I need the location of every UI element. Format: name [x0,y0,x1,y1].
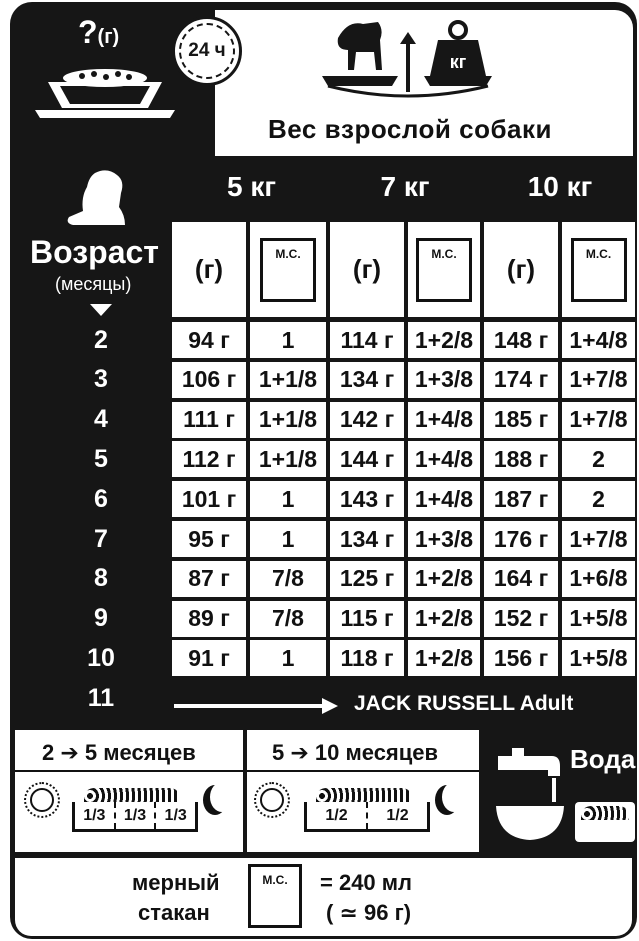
age-value: 8 [94,564,108,593]
grams-cell: 91 г [172,640,246,676]
cups-cell: 1+1/8 [250,362,326,398]
grams-cell: 118 г [330,640,404,676]
cups-cell: 2 [562,441,635,477]
cups-cell: 1+5/8 [562,601,635,637]
grams-col-header: (г) [484,222,558,317]
cups-cell: 7/8 [250,561,326,597]
grams-cell: 187 г [484,481,558,517]
cups-cell: 1+1/8 [250,402,326,438]
sun-icon [30,788,54,812]
grams-cell: 143 г [330,481,404,517]
cups-cell: 1+6/8 [562,561,635,597]
portion: 1/2 [386,806,409,824]
down-triangle-icon [90,304,112,316]
grams-cell: 148 г [484,322,558,358]
cups-cell: 1+3/8 [408,521,480,557]
phase-label-2: 5 ➔ 10 месяцев [272,740,439,765]
grams-col-header: (г) [172,222,246,317]
measuring-cup-icon: М.С. [248,864,302,928]
cups-cell: 1+1/8 [250,441,326,477]
cups-cell: 1+7/8 [562,521,635,557]
grams-cell: 95 г [172,521,246,557]
cups-cell: 1 [250,640,326,676]
scale-kg-label: кг [449,52,467,72]
cups-cell: 1+3/8 [408,362,480,398]
grams-col-header: (г) [330,222,404,317]
food-bowl-small-icon [575,802,635,842]
grams-cell: 115 г [330,601,404,637]
cups-cell: 1+2/8 [408,640,480,676]
page-title: Вес взрослой собаки [268,114,552,144]
age-value: 9 [94,604,108,633]
grams-cell: 114 г [330,322,404,358]
portion: 1/3 [116,802,157,829]
weight-header-10: 10 кг [527,171,593,202]
moon-icon [442,782,466,812]
measure-line2: стакан [138,900,210,925]
measuring-cup-icon: М.С. [571,238,627,302]
age-sublabel: (месяцы) [55,274,132,294]
cups-cell: 1+4/8 [408,441,480,477]
cup-col-header [250,222,326,317]
cups-cell: 1+4/8 [562,322,635,358]
grams-cell: 94 г [172,322,246,358]
bowl-portions-2 [304,802,430,832]
grams-cell: 176 г [484,521,558,557]
measure-line1: мерный [132,870,220,895]
transition-arrow [174,704,324,708]
cups-cell: 7/8 [250,601,326,637]
portion: 1/3 [75,802,116,829]
age-value: 10 [87,643,115,672]
grams-cell: 144 г [330,441,404,477]
age-value: 4 [94,405,108,434]
age-value: 2 [94,325,108,354]
grams-question: ?(г) [78,14,120,50]
cups-cell: 1+4/8 [408,402,480,438]
age-value: 11 [87,683,115,712]
grams-cell: 188 г [484,441,558,477]
measure-weight: ( ≃ 96 г) [326,900,412,925]
cups-cell: 1+2/8 [408,561,480,597]
grams-cell: 112 г [172,441,246,477]
grams-cell: 101 г [172,481,246,517]
cup-col-header [408,222,480,317]
sun-icon [260,788,284,812]
grams-cell: 125 г [330,561,404,597]
grams-cell: 142 г [330,402,404,438]
food-bowl-icon [30,60,180,120]
dog-scale-icon [318,10,498,106]
cup-col-header [562,222,635,317]
grams-cell: 87 г [172,561,246,597]
grams-cell: 185 г [484,402,558,438]
cups-cell: 1+7/8 [562,362,635,398]
measure-volume: = 240 мл [320,870,413,895]
grams-cell: 156 г [484,640,558,676]
portion: 1/3 [164,806,187,824]
age-value: 7 [94,524,108,553]
puppy-icon [55,167,140,229]
cups-cell: 1 [250,322,326,358]
cups-cell: 1+4/8 [408,481,480,517]
cups-cell: 1+2/8 [408,322,480,358]
cups-cell: 1 [250,481,326,517]
kibble-icon [84,788,180,802]
age-value: 6 [94,484,108,513]
water-tap-icon [490,744,570,844]
grams-cell: 134 г [330,362,404,398]
weight-header-7: 7 кг [380,171,430,202]
grams-cell: 106 г [172,362,246,398]
age-value: 5 [94,444,108,473]
feeding-chart [10,2,637,939]
kibble-icon [316,788,412,802]
grams-cell: 134 г [330,521,404,557]
cups-cell: 1+5/8 [562,640,635,676]
cups-cell: 1+7/8 [562,402,635,438]
age-value: 3 [94,365,108,394]
arrow-right-icon [322,698,338,714]
grams-cell: 111 г [172,402,246,438]
portion: 1/2 [307,802,368,829]
cups-cell: 1 [250,521,326,557]
weight-header-5: 5 кг [226,171,277,202]
grams-cell: 174 г [484,362,558,398]
clock-24h-icon: 24 ч [172,16,242,86]
grams-cell: 89 г [172,601,246,637]
phase-label-1: 2 ➔ 5 месяцев [42,740,196,765]
moon-icon [210,782,234,812]
grams-cell: 164 г [484,561,558,597]
cups-cell: 1+2/8 [408,601,480,637]
cups-cell: 2 [562,481,635,517]
grams-cell: 152 г [484,601,558,637]
measuring-cup-icon: М.С. [416,238,472,302]
water-label: Вода [570,744,636,774]
bowl-portions-1 [72,802,198,832]
adult-transition-label: JACK RUSSELL Adult [354,692,574,715]
age-label: Возраст [30,234,159,270]
measuring-cup-icon: М.С. [260,238,316,302]
